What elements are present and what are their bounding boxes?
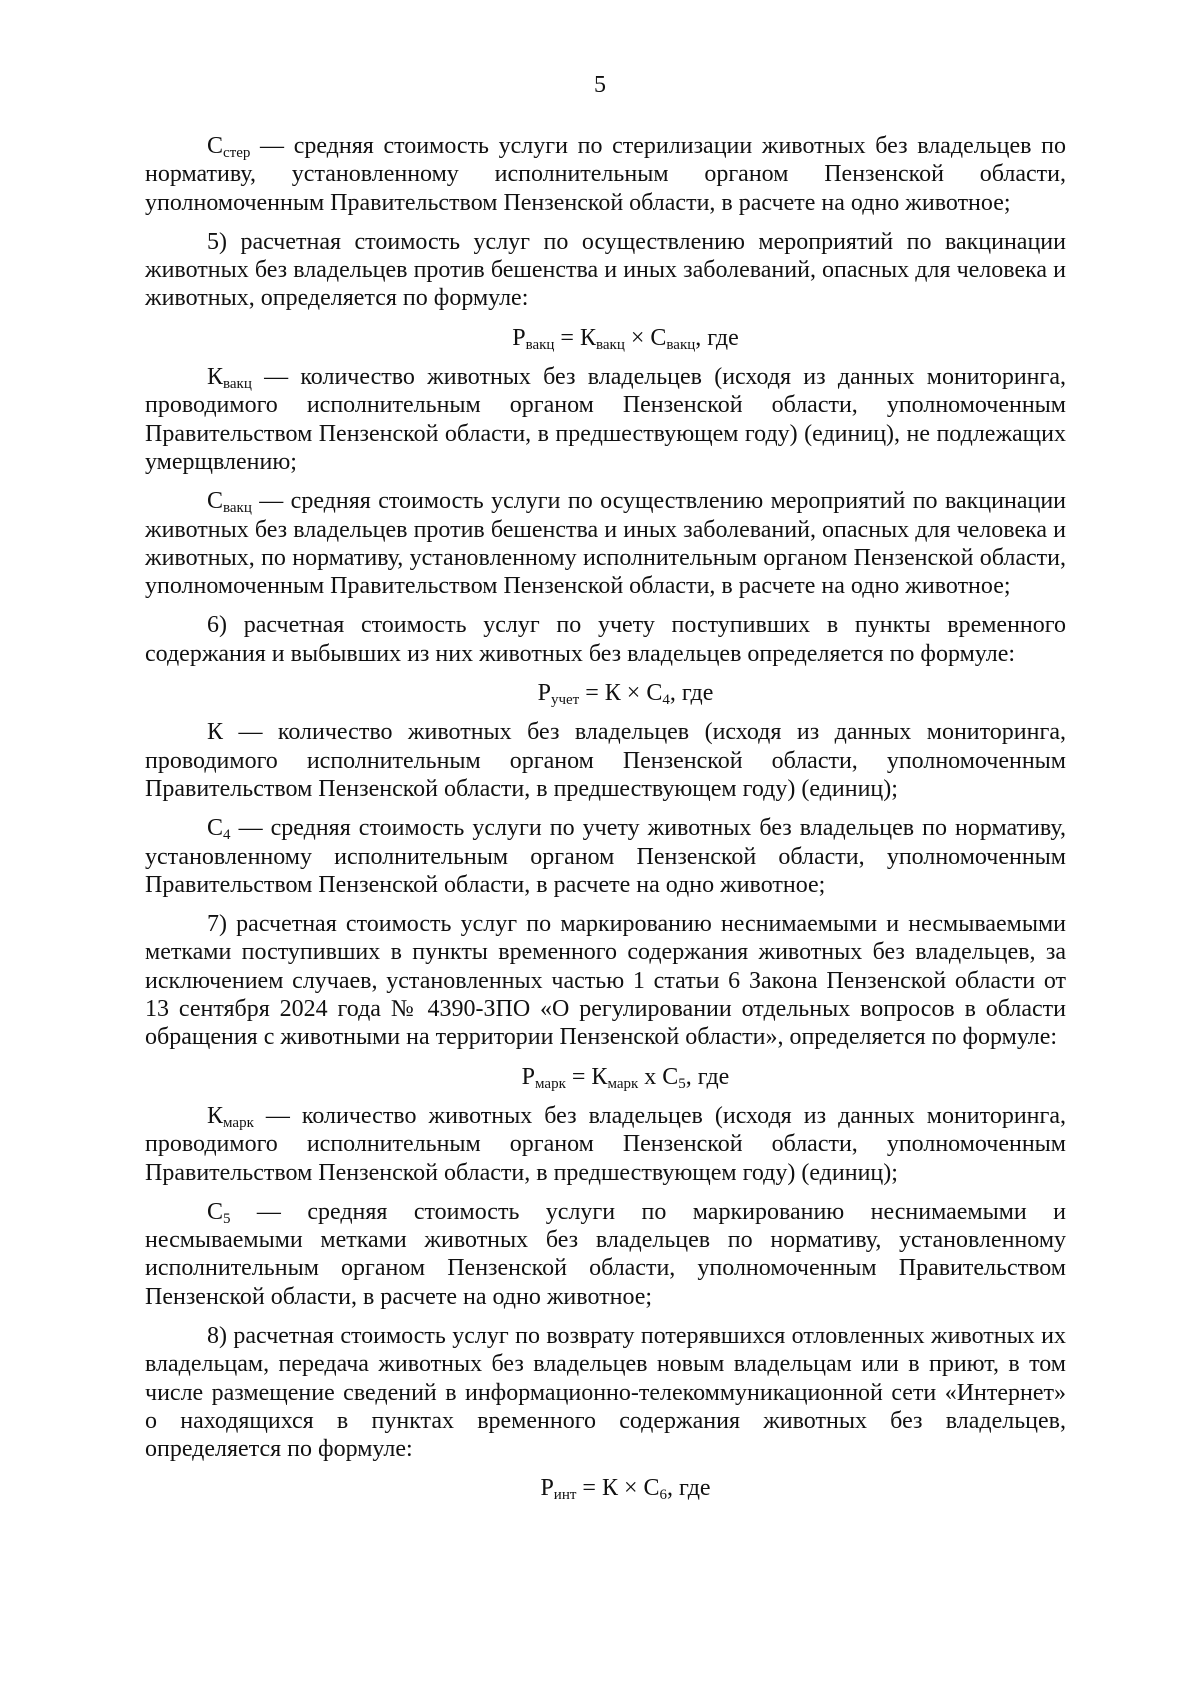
formula-symbol: Р — [540, 1475, 554, 1502]
formula-symbol: С — [643, 1475, 660, 1502]
formula-symbol: К — [579, 324, 596, 351]
formula-symbol: К — [604, 680, 621, 707]
formula-vaccination — [145, 324, 1066, 352]
paragraph-c5-definition — [145, 1198, 1066, 1311]
formula-operator: × — [624, 324, 651, 351]
formula-subscript: марк — [535, 1075, 566, 1092]
formula-subscript: вакц — [595, 336, 625, 353]
paragraph-text: — средняя стоимость услуги по учету животных без владельцев по нормативу, установленному исполнительным органом Пензенской области, уполномоченным Правительством Пензенской области, в расчете на одно животное; — [145, 815, 1066, 898]
paragraph-text: — количество животных без владельцев (исходя из данных мониторинга, проводимого исполнительным органом Пензенской области, уполномоченным Правительством Пензенской области, в предшествующем году) (единиц); — [145, 1102, 1066, 1186]
symbol: С — [207, 1198, 224, 1225]
symbol-subscript: вакц — [223, 500, 252, 517]
formula-accounting — [145, 679, 1066, 707]
formula-symbol: С — [650, 324, 667, 351]
paragraph-k-definition: К — количество животных без владельцев (исходя из данных мониторинга, проводимого исполнительным органом Пензенской области, уполномоченным Правительством Пензенской области, в предшествующем году) (единиц); — [145, 719, 1066, 802]
symbol: К — [207, 1102, 224, 1129]
symbol-subscript: 4 — [223, 827, 231, 844]
formula-symbol: С — [662, 1063, 679, 1090]
formula-subscript: вакц — [666, 336, 696, 353]
page-number: 5 — [594, 72, 606, 98]
formula-operator: × — [617, 1475, 644, 1502]
paragraph-c4-definition — [145, 814, 1066, 899]
document-body — [145, 132, 1066, 1514]
formula-tail: , где — [685, 1063, 730, 1090]
symbol-subscript: 5 — [223, 1210, 231, 1227]
paragraph-text: — количество животных без владельцев (исходя из данных мониторинга, проводимого исполнительным органом Пензенской области, уполномоченным Правительством Пензенской области, в предшествующем году) (единиц), не подлежащих умерщвлению; — [145, 364, 1066, 475]
paragraph-item-8: 8) расчетная стоимость услуг по возврату потерявшихся отловленных животных их владельцам, передача животных без владельцев новым владельцам или в приют, в том числе размещение сведений в информационно-телекоммуникационной сети «Интернет» о находящихся в пунктах временного содержания животных без владельцев, определяется по формуле: — [145, 1322, 1066, 1463]
formula-symbol: Р — [537, 680, 551, 707]
formula-operator: = — [576, 1475, 602, 1502]
formula-subscript: 4 — [662, 692, 670, 709]
paragraph-text: — средняя стоимость услуги по осуществлению мероприятий по вакцинации животных без владельцев против бешенства и иных заболеваний, опасных для человека и животных, по нормативу, установленному исполнительным органом Пензенской области, уполномоченным Правительством Пензенской области, в расчете на одно животное; — [145, 488, 1066, 600]
formula-operator: х — [638, 1063, 663, 1090]
formula-subscript: вакц — [525, 336, 555, 353]
symbol: К — [207, 364, 224, 391]
symbol-subscript: стер — [223, 145, 251, 161]
formula-operator: = — [565, 1063, 592, 1090]
formula-subscript: 6 — [659, 1487, 668, 1504]
formula-symbol: К — [591, 1063, 608, 1090]
paragraph-item-7: 7) расчетная стоимость услуг по маркированию неснимаемыми и несмываемыми метками поступивших в пункты временного содержания животных без владельцев, за исключением случаев, установленных частью 1 статьи 6 Закона Пензенской области от 13 сентября 2024 года № 4390-ЗПО «О регулировании отдельных вопросов в области обращения с животными на территории Пензенской области», определяется по формуле: — [145, 911, 1066, 1051]
paragraph-text: — средняя стоимость услуги по стерилизации животных без владельцев по нормативу, установленному исполнительным органом Пензенской области, уполномоченным Правительством Пензенской области, в расчете на одно животное; — [145, 133, 1066, 216]
formula-symbol: С — [646, 680, 663, 707]
formula-operator: × — [620, 680, 647, 707]
formula-subscript: 5 — [678, 1075, 686, 1092]
formula-operator: = — [579, 680, 605, 707]
paragraph-item-6: 6) расчетная стоимость услуг по учету поступивших в пункты временного содержания и выбывших из них животных без владельцев определяется по формуле: — [145, 612, 1066, 667]
formula-operator: = — [554, 324, 580, 351]
formula-symbol: К — [601, 1475, 618, 1502]
formula-symbol: Р — [521, 1063, 536, 1090]
symbol: С — [207, 488, 224, 515]
symbol-subscript: вакц — [223, 376, 252, 393]
formula-subscript: марк — [607, 1075, 639, 1092]
formula-subscript: инт — [553, 1487, 577, 1504]
formula-symbol: Р — [512, 324, 526, 351]
paragraph-k-mark-definition — [145, 1102, 1066, 1187]
formula-tail: , где — [695, 324, 739, 351]
paragraph-item-5: 5) расчетная стоимость услуг по осуществлению мероприятий по вакцинации животных без владельцев против бешенства и иных заболеваний, опасных для человека и животных, определяется по формуле: — [145, 228, 1066, 312]
formula-subscript: учет — [550, 692, 580, 709]
paragraph-c-ster-definition — [145, 132, 1066, 217]
symbol-subscript: марк — [223, 1114, 254, 1131]
symbol: С — [207, 815, 224, 842]
formula-tail: , где — [667, 1475, 711, 1502]
symbol: С — [207, 133, 224, 159]
paragraph-k-vakc-definition — [145, 363, 1066, 476]
formula-internet — [145, 1474, 1066, 1502]
paragraph-c-vakc-definition — [145, 487, 1066, 600]
formula-marking — [145, 1063, 1066, 1091]
formula-tail: , где — [669, 680, 714, 707]
paragraph-text: — средняя стоимость услуги по маркированию неснимаемыми и несмываемыми метками животных без владельцев по нормативу, установленному исполнительным органом Пензенской области, уполномоченным Правительством Пензенской области, в расчете на одно животное; — [145, 1198, 1066, 1310]
